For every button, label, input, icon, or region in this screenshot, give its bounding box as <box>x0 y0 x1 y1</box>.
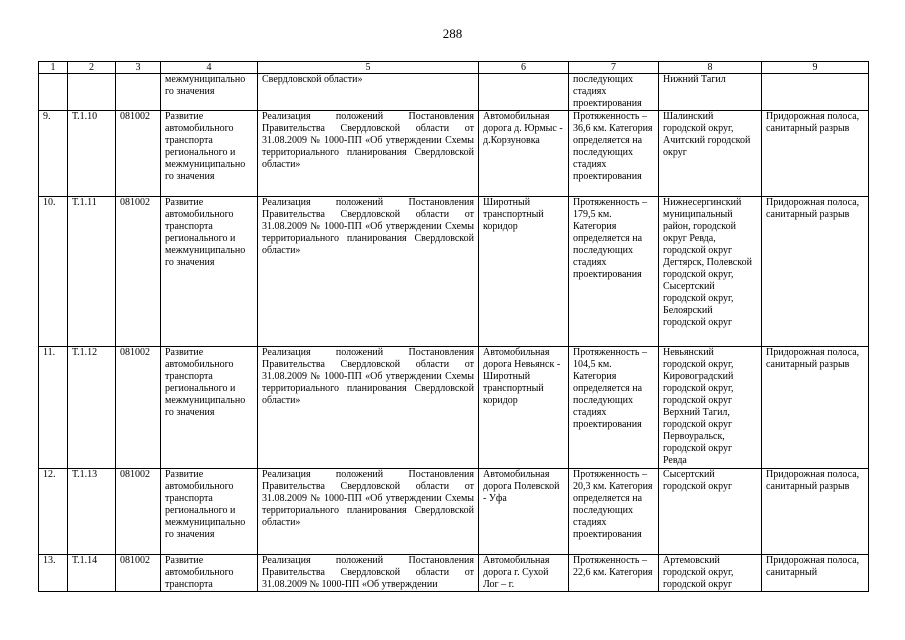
cell-okato: 081002 <box>116 197 161 347</box>
cell-zone: Придорожная полоса, санитарный разрыв <box>762 469 869 555</box>
cell-location: Артемовский городской округ, городской округ <box>659 555 762 592</box>
cell-basis: Реализация положений Постановления Правительства Свердловской области от 31.08.2009 № 1000-ПП «Об утверждении <box>258 555 479 592</box>
cell-num: 13. <box>39 555 68 592</box>
cell-num: 10. <box>39 197 68 347</box>
cell-characteristics: Протяженность – 20,3 км. Категория определяется на последующих стадиях проектирования <box>569 469 659 555</box>
column-header: 6 <box>479 62 569 74</box>
cell-characteristics: Протяженность – 22,6 км. Категория <box>569 555 659 592</box>
cell-basis: Свердловской области» <box>258 74 479 111</box>
cell-zone: Придорожная полоса, санитарный разрыв <box>762 197 869 347</box>
column-header: 9 <box>762 62 869 74</box>
cell-code <box>68 74 116 111</box>
cell-object: Автомобильная дорога Полевской - Уфа <box>479 469 569 555</box>
cell-basis: Реализация положений Постановления Правительства Свердловской области от 31.08.2009 № 1000-ПП «Об утверждении Схемы территориального планирования Свердловской области» <box>258 111 479 197</box>
cell-code: Т.1.14 <box>68 555 116 592</box>
table-row <box>39 555 869 592</box>
cell-okato: 081002 <box>116 555 161 592</box>
cell-location: Нижнесергинский муниципальный район, городской округ Ревда, городской округ Дегтярск, Полевской городской округ, Сысертский городской округ, Белоярский городской округ <box>659 197 762 347</box>
cell-characteristics: Протяженность – 104,5 км. Категория определяется на последующих стадиях проектирования <box>569 347 659 469</box>
column-header: 1 <box>39 62 68 74</box>
cell-characteristics: последующих стадиях проектирования <box>569 74 659 111</box>
cell-code: Т.1.11 <box>68 197 116 347</box>
cell-object: Автомобильная дорога Невьянск - Широтный транспортный коридор <box>479 347 569 469</box>
cell-basis: Реализация положений Постановления Правительства Свердловской области от 31.08.2009 № 1000-ПП «Об утверждении Схемы территориального планирования Свердловской области» <box>258 197 479 347</box>
cell-num: 12. <box>39 469 68 555</box>
cell-purpose: Развитие автомобильного транспорта регионального и межмуниципально го значения <box>161 197 258 347</box>
page-number: 288 <box>442 26 463 41</box>
cell-code: Т.1.10 <box>68 111 116 197</box>
cell-code: Т.1.13 <box>68 469 116 555</box>
cell-zone: Придорожная полоса, санитарный разрыв <box>762 347 869 469</box>
table-row <box>39 197 869 347</box>
cell-location: Нижний Тагил <box>659 74 762 111</box>
cell-object <box>479 74 569 111</box>
cell-okato <box>116 74 161 111</box>
column-number-header-row <box>39 62 869 74</box>
cell-num: 11. <box>39 347 68 469</box>
cell-characteristics: Протяженность – 36,6 км. Категория определяется на последующих стадиях проектирования <box>569 111 659 197</box>
cell-purpose: Развитие автомобильного транспорта <box>161 555 258 592</box>
cell-zone: Придорожная полоса, санитарный <box>762 555 869 592</box>
cell-object: Автомобильная дорога д. Юрмыс - д.Корзуновка <box>479 111 569 197</box>
cell-num <box>39 74 68 111</box>
cell-location: Сысертский городской округ <box>659 469 762 555</box>
cell-characteristics: Протяженность – 179,5 км. Категория определяется на последующих стадиях проектирования <box>569 197 659 347</box>
cell-code: Т.1.12 <box>68 347 116 469</box>
planning-table <box>38 61 869 592</box>
cell-location: Шалинский городской округ, Ачитский городской округ <box>659 111 762 197</box>
cell-okato: 081002 <box>116 469 161 555</box>
column-header: 3 <box>116 62 161 74</box>
column-header: 7 <box>569 62 659 74</box>
cell-purpose: межмуниципально го значения <box>161 74 258 111</box>
cell-num: 9. <box>39 111 68 197</box>
table-row <box>39 469 869 555</box>
column-header: 2 <box>68 62 116 74</box>
cell-okato: 081002 <box>116 347 161 469</box>
cell-purpose: Развитие автомобильного транспорта регионального и межмуниципально го значения <box>161 469 258 555</box>
cell-purpose: Развитие автомобильного транспорта регионального и межмуниципально го значения <box>161 111 258 197</box>
cell-basis: Реализация положений Постановления Правительства Свердловской области от 31.08.2009 № 1000-ПП «Об утверждении Схемы территориального планирования Свердловской области» <box>258 469 479 555</box>
column-header: 8 <box>659 62 762 74</box>
cell-zone <box>762 74 869 111</box>
cell-purpose: Развитие автомобильного транспорта регионального и межмуниципально го значения <box>161 347 258 469</box>
cell-basis: Реализация положений Постановления Правительства Свердловской области от 31.08.2009 № 1000-ПП «Об утверждении Схемы территориального планирования Свердловской области» <box>258 347 479 469</box>
table-row-continuation <box>39 74 869 111</box>
cell-okato: 081002 <box>116 111 161 197</box>
table-row <box>39 111 869 197</box>
table-row <box>39 347 869 469</box>
column-header: 4 <box>161 62 258 74</box>
column-header: 5 <box>258 62 479 74</box>
cell-object: Широтный транспортный коридор <box>479 197 569 347</box>
cell-object: Автомобильная дорога г. Сухой Лог – г. <box>479 555 569 592</box>
cell-location: Невьянский городской округ, Кировоградский городской округ, городской округ Верхний Тагил, городской округ Первоуральск, городской округ Ревда <box>659 347 762 469</box>
cell-zone: Придорожная полоса, санитарный разрыв <box>762 111 869 197</box>
